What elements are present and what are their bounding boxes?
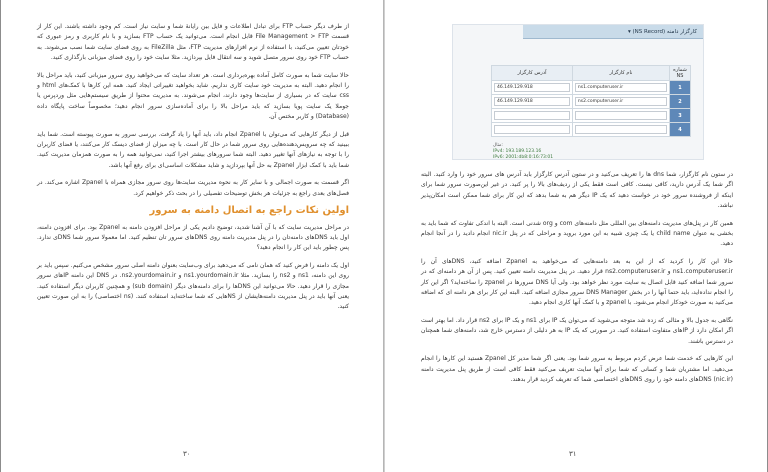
server-address-cell xyxy=(492,109,573,123)
server-name-cell xyxy=(572,81,669,95)
right-paragraph-5: این کارهایی که خدمت شما عرض کردم مربوط به سرور شما بود. یعنی اگر شما مدیر کل Zpanel هستید این کارها را انجام می‌دهید. اما مشتریان شما و کسانی که شما برای آنها سایت تعریف می‌کنید فقط کافی است از طریق پنل مدیریت دامنه (nic.ir) DNSهای دامنه خود را روی DNSهای اختصاصی شما که تعریف کردید قرار بدهند. xyxy=(421,355,733,383)
col-header-ns-number: شماره NS xyxy=(670,66,691,81)
server-name-input[interactable] xyxy=(575,111,667,120)
left-page-body xyxy=(37,22,349,320)
left-paragraph-3: قبل از دیگر کارهایی که می‌توان با Zpanel انجام داد، باید آنها را یاد گرفت. بررسی سرور به صورت پیوسته است. شما باید ببینید که چه سرویس‌دهنده‌هایی روی سرور شما در حال کار است. با چه میزان از فضای دیسک کار می‌کنند، یا فضای کاربران را با توجه به نیازهای آنها تغییر دهید. البته شما سرورهای بیشتر اجرا کنید، نمی‌توانید همه را به صورت همزمان مدیریت کنید. شما باید با کمک ابزار Zpanel به حل آنها بپردازید و شاید مشکلات اساسی‌ای برای رفع آنها باشد. xyxy=(37,130,350,169)
table-header-row xyxy=(492,66,691,81)
server-name-cell xyxy=(572,109,669,123)
server-name-input[interactable]: ns2.computeruser.ir xyxy=(575,97,667,106)
server-address-input[interactable]: 46.149.129.918 xyxy=(494,97,570,106)
left-paragraph-1: از طرف دیگر حساب FTP برای تبادل اطلاعات و فایل بین رایانهٔ شما و سایت نیاز است. کم وجود داشته باشند. این کار از قسمت File Management > FTP قابل انجام است. می‌توانید یک حساب FTP بسازید و با نام کاربری و رمز عبوری که خودتان تعیین می‌کنید، با استفاده از نرم افزارهای مدیریت FTP، مثل FileZilla به روی فضای سایت شما نصب می‌شوند. به حساب FTP خود روی سرور متصل شوید و سه انتقال فایل بپردازید. مثلا سایت خود را روی فضای میزبانی بارگذاری کنید. xyxy=(37,23,349,62)
ipv6-example: IPv6: 2001:db8:0:16:73:01 xyxy=(493,155,554,160)
left-paragraph-4: اگر قسمت به صورت اجمالی و با سایر کار به نحوه مدیریت سایت‌ها روی سرور مجازی همراه با Zpanel اشاره می‌کند. در فصل‌های بعدی راجع به جزئیات هر بخش توضیحات تفصیلی را در بحث ذکر خواهیم کرد. xyxy=(37,179,350,197)
left-paragraph-6: اول یک دامنه را فرض کنید که همان نامی که می‌دهید برای وب‌سایت بعنوان دامنه اصلی سرور مشخص می‌کنیم. سپس باید بر روی این دامنه، ns1 و ns2 را بسازید. مثلا ns1.yourdomain.ir و ns2.yourdomain.ir. در DNS این دامنه IPهای سرور مجازی را قرار دهید. حالا می‌توانید این DNSها را برای دامنه‌های دیگر (sub domain) و همچنین کاربران دیگر استفاده کنید. یعنی آنها باید در پنل مدیریت دامنه‌هایشان از NSهایی که شما ساخته‌اید استفاده کنند. (ns اختصاصی) را به این صورت تعیین کنید. xyxy=(37,261,350,311)
left-page xyxy=(1,0,384,472)
ns-number-cell: 4 xyxy=(670,123,691,137)
page-number-left: ۳۰ xyxy=(183,450,191,458)
right-paragraph-2: همین کار در پنل‌های مدیریت دامنه‌های بین المللی مثل دامنه‌های com و org شدنی است. البته با اندکی تفاوت که شما باید به بخشی به عنوان child name یا یک چیزی شبیه به این مورد بروید و مراحلی که در پنل nic.ir انجام دادید را در آنجا انجام دهید. xyxy=(421,219,733,248)
server-name-input[interactable]: ns1.computeruser.ir xyxy=(575,83,667,92)
ip-example-label: مثال: xyxy=(493,143,503,148)
left-paragraph-5: در مراحل مدیریت سایت که با آن آشنا شدید، توضیح دادیم یکی از مراحل افزودن دامنه به Zpanel بود. برای افزودن دامنه، اول باید DNSهای دامنه‌تان را در پنل مدیریت دامنه روی DNSهای سرور تان تنظیم کنید. اما معمولا سرور شما DNSی ندارد. پس چطور باید این کار را انجام دهید؟ xyxy=(37,223,349,252)
page-number-right: ۳۱ xyxy=(569,450,577,458)
ns-number-cell: 1 xyxy=(670,81,691,95)
book-spread xyxy=(1,0,767,472)
table-row xyxy=(492,109,691,123)
right-page xyxy=(384,0,767,472)
server-address-input[interactable] xyxy=(494,111,570,120)
right-paragraph-1: در ستون نام کارگزار، شما dns ها را تعریف می‌کنید و در ستون آدرس کارگزار باید آدرس های سرور خود را وارد کنید. البته اگر شما یک آدرس دارید، کافی نیست. کافی است فقط یکی از ردیف‌های بالا را پر کنید. در غیر این‌صورت سرور شما برای اینکه از فروشنده سرور خود در خواست دهید که یک IP دیگر هم به شما بدهد که این کار برای شما ممکن است امکان‌پذیر نباشد. xyxy=(421,171,733,210)
ns-number-cell: 2 xyxy=(670,95,691,109)
ip-example xyxy=(493,143,553,161)
server-name-cell xyxy=(572,123,669,137)
server-name-cell xyxy=(572,95,669,109)
ns-record-figure xyxy=(452,24,704,160)
right-paragraph-4: نگاهی به جدول بالا و مثالی که زده شد متوجه می‌شوید که می‌توان یک IP برای ns1 و یک IP برای ns2 قرار داد. اما بهتر است اگر امکان دارد از IPهای متفاوت استفاده کنید. در صورتی که یک IP به هر دلیلی از دسترس خارج شد، دامنه‌های شما همچنان در دسترس باشند. xyxy=(421,316,733,345)
server-address-input[interactable] xyxy=(494,125,570,134)
server-address-input[interactable]: 46.149.129.918 xyxy=(494,83,570,92)
ipv4-example: IPv4: 193.189.123.16 xyxy=(493,149,542,154)
right-paragraph-3: حالا این کار را کردید که از این به بعد دامنه‌هایی که می‌خواهید به Zpanel اضافه کنید، DNSهای آن را ns1.computeruser.ir و ns2.computeruser.ir قرار دهید. در پنل مدیریت دامنه تعیین کنید. پس از آن هر دامنه‌ای که در سرور شما اضافه کنید قابل اتصال به سایت مورد نظر خواهد بود. ولی آیا DNS سرورها در zpanel را ساخته‌اید؟ اگر این کار را انجام نداده‌اید، باید حتما آنها را در بخش DNS Manager سرور مجازی اضافه کنید. البته این کار برای هر دامنه ای که اضافه می‌کنید به صورت خودکار انجام می‌شود. با zpanel و با کمک آنها کاری انجام دهید. xyxy=(421,257,734,307)
ns-record-table xyxy=(491,65,691,137)
server-address-cell xyxy=(492,95,573,109)
table-row xyxy=(492,123,691,137)
col-header-server-name: نام کارگزار xyxy=(572,66,669,81)
table-row xyxy=(492,81,691,95)
section-heading: اولین نکات راجع به اتصال دامنه به سرور xyxy=(149,205,349,217)
server-address-cell xyxy=(492,123,573,137)
figure-title: کارگزار دامنه (NS Record) ▾ xyxy=(523,25,703,39)
right-page-body xyxy=(421,170,733,392)
table-row xyxy=(492,95,691,109)
server-name-input[interactable] xyxy=(575,125,667,134)
ns-number-cell: 3 xyxy=(670,109,691,123)
left-paragraph-2: حالا سایت شما به صورت کامل آماده بهره‌برداری است. هر تعداد سایت که می‌خواهید روی سرور میزبانی کنید، باید مراحل بالا را انجام دهید. البته به مدیریت خود سایت کاری نداریم. شاید بخواهید تغییراتی ایجاد کنید. همه این کارها با کمک‌های html و css سایت که در بسیاری از سایت‌ها وجود دارند، انجام می‌شوند. به مدیریت محتوا از طریق سیستم‌هایی مثل وردپرس یا جوملا یک سایت پویا بسازید که باید مراحل بالا را برای آماده‌سازی سرور انجام دهید؛ مخصوصاً ساخت پایگاه داده (Database) و کاربر مختص آن. xyxy=(37,71,349,121)
col-header-server-address: آدرس کارگزار xyxy=(492,66,573,81)
server-address-cell xyxy=(492,81,573,95)
